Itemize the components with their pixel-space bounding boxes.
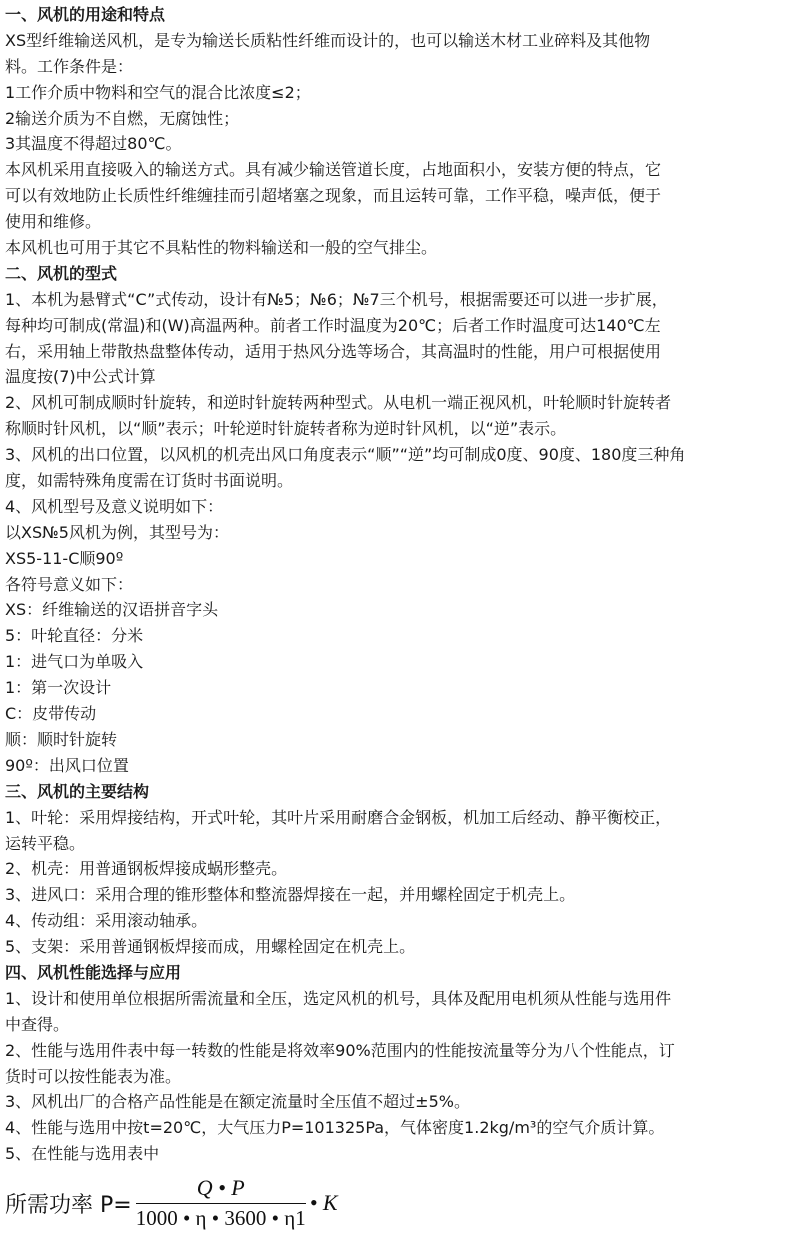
formula-numerator: Q • P bbox=[196, 1175, 245, 1201]
text-line: 本风机采用直接吸入的输送方式。具有减少输送管道长度，占地面积小，安装方便的特点，它 bbox=[5, 160, 662, 180]
text-line: 1、本机为悬臂式“C”式传动，设计有№5；№6；№7三个机号，根据需要还可以进一步扩展， bbox=[5, 289, 668, 309]
text-line: 1、叶轮：采用焊接结构，开式叶轮，其叶片采用耐磨合金钢板，机加工后经动、静平衡校正， bbox=[5, 807, 672, 827]
text-line: 3、风机出厂的合格产品性能是在额定流量时全压值不超过±5%。 bbox=[5, 1092, 470, 1112]
text-line: 每种均可制成(常温)和(W)高温两种。前者工作时温度为20℃；后者工作时温度可达140℃左 bbox=[5, 315, 661, 335]
text-line: 右，采用轴上带散热盘整体传动，适用于热风分选等场合，其高温时的性能，用户可根据使用 bbox=[5, 341, 662, 361]
formula-denominator: 1000 • η • 3600 • η1 bbox=[135, 1206, 306, 1231]
text-line: 1、设计和使用单位根据所需流量和全压，选定风机的机号，具体及配用电机须从性能与选用件 bbox=[5, 988, 672, 1008]
text-line: 5、支架：采用普通钢板焊接而成，用螺栓固定在机壳上。 bbox=[5, 937, 416, 957]
text-line: XS型纤维输送风机，是专为输送长质粘性纤维而设计的，也可以输送木材工业碎料及其他物 bbox=[5, 30, 651, 50]
text-line: 5、在性能与选用表中 bbox=[5, 1144, 160, 1164]
text-line: 运转平稳。 bbox=[5, 833, 86, 853]
text-line: 1工作介质中物料和空气的混合比浓度≤2； bbox=[5, 82, 311, 102]
formula-fraction bbox=[136, 1175, 306, 1231]
section-heading: 四、风机性能选择与应用 bbox=[5, 962, 182, 982]
text-line: 称顺时针风机，以“顺”表示；叶轮逆时针旋转者称为逆时针风机，以“逆”表示。 bbox=[5, 419, 567, 439]
text-line: XS5-11-C顺90º bbox=[5, 548, 124, 568]
text-line: 2、机壳：用普通钢板焊接成蜗形整壳。 bbox=[5, 859, 288, 879]
document-body bbox=[5, 2, 796, 1167]
section-heading: 二、风机的型式 bbox=[5, 263, 118, 283]
text-line: 各符号意义如下： bbox=[5, 574, 134, 594]
text-line: 中查得。 bbox=[5, 1014, 70, 1034]
text-line: 料。工作条件是： bbox=[5, 56, 134, 76]
text-line: 顺：顺时针旋转 bbox=[5, 729, 118, 749]
text-line: 可以有效地防止长质性纤维缠挂而引超堵塞之现象，而且运转可靠，工作平稳，噪声低，便于 bbox=[5, 186, 662, 206]
text-line: XS：纤维输送的汉语拼音字头 bbox=[5, 600, 219, 620]
text-line: 4、性能与选用中按t=20℃，大气压力P=101325Pa，气体密度1.2kg/m³的空气介质计算。 bbox=[5, 1118, 665, 1138]
text-line: C：皮带传动 bbox=[5, 704, 97, 724]
section-heading: 三、风机的主要结构 bbox=[5, 781, 150, 801]
text-line: 2、风机可制成顺时针旋转，和逆时针旋转两种型式。从电机一端正视风机，叶轮顺时针旋转者 bbox=[5, 393, 672, 413]
text-line: 4、传动组：采用滚动轴承。 bbox=[5, 911, 208, 931]
text-line: 3、风机的出口位置，以风机的机壳出风口角度表示“顺”“逆”均可制成0度、90度、180度三种角 bbox=[5, 445, 686, 465]
text-line: 度，如需特殊角度需在订货时书面说明。 bbox=[5, 471, 294, 491]
text-line: 4、风机型号及意义说明如下： bbox=[5, 496, 224, 516]
text-line: 3其温度不得超过80℃。 bbox=[5, 134, 182, 154]
power-formula bbox=[5, 1173, 796, 1233]
text-line: 使用和维修。 bbox=[5, 212, 102, 232]
text-line: 3、进风口：采用合理的锥形整体和整流器焊接在一起，并用螺栓固定于机壳上。 bbox=[5, 885, 576, 905]
text-line: 90º：出风口位置 bbox=[5, 755, 129, 775]
section-heading: 一、风机的用途和特点 bbox=[5, 5, 166, 24]
text-line: 2输送介质为不自燃，无腐蚀性； bbox=[5, 108, 240, 128]
text-line: 5：叶轮直径：分米 bbox=[5, 626, 144, 646]
text-line: 温度按(7)中公式计算 bbox=[5, 367, 156, 387]
text-line: 以XS№5风机为例，其型号为： bbox=[5, 522, 229, 542]
text-line: 1：第一次设计 bbox=[5, 678, 112, 698]
text-line: 货时可以按性能表为准。 bbox=[5, 1066, 182, 1086]
formula-multiplier: • K bbox=[309, 1190, 338, 1216]
text-line: 1：进气口为单吸入 bbox=[5, 652, 144, 672]
text-line: 2、性能与选用件表中每一转数的性能是将效率90%范围内的性能按流量等分为八个性能点，订 bbox=[5, 1040, 675, 1060]
text-line: 本风机也可用于其它不具粘性的物料输送和一般的空气排尘。 bbox=[5, 238, 438, 258]
formula-label: 所需功率 P= bbox=[5, 1192, 132, 1218]
